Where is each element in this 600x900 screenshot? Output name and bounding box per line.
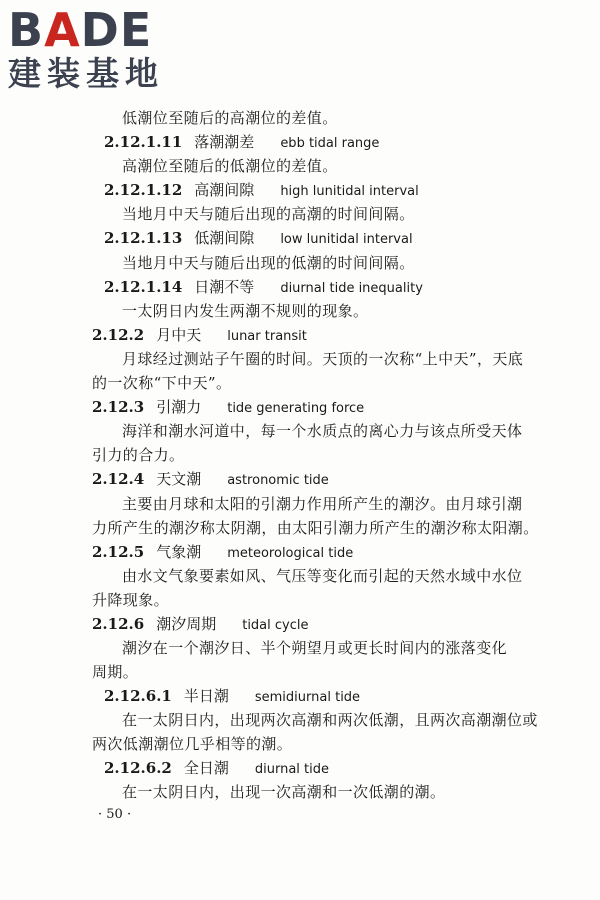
definition-text: 当地月中天与随后出现的高潮的时间间隔。 (122, 205, 415, 223)
entry-number: 2.12.6.2 (104, 759, 172, 777)
entry-english-term: diurnal tide inequality (280, 281, 423, 296)
logo (8, 3, 178, 93)
entry-english-term: ebb tidal range (280, 136, 380, 151)
entry-number: 2.12.5 (92, 543, 145, 561)
logo-letters-de: DE (80, 3, 153, 57)
definition-continuation: 引力的合力。 (92, 446, 185, 464)
definition-text: 高潮位至随后的低潮位的差值。 (122, 157, 338, 175)
definition-text: 一太阴日内发生两潮不规则的现象。 (122, 302, 369, 320)
entry-number: 2.12.1.12 (104, 181, 183, 199)
entry-term: 天文潮 (156, 470, 202, 488)
entry-number: 2.12.1.14 (104, 278, 183, 296)
entry-english-term: semidiurnal tide (254, 690, 361, 705)
term-entry (92, 325, 307, 347)
definition-continuation: 两次低潮潮位几乎相等的潮。 (92, 735, 293, 753)
entry-term: 半日潮 (183, 687, 229, 705)
entry-english-term: meteorological tide (227, 546, 354, 561)
definition-continuation: 力所产生的潮汐称太阴潮，由太阳引潮力所产生的潮汐称太阳潮。 (92, 519, 539, 537)
logo-wordmark (8, 3, 178, 57)
definition-text: 海洋和潮水河道中，每一个水质点的离心力与该点所受天体 (122, 422, 523, 440)
entry-term: 月中天 (156, 326, 202, 344)
term-entry (104, 686, 360, 708)
entry-english-term: astronomic tide (227, 473, 329, 488)
logo-chinese-text: 建装基地 (8, 54, 164, 93)
definition-text: 在一太阴日内，出现一次高潮和一次低潮的潮。 (122, 783, 446, 801)
entry-english-term: tidal cycle (242, 618, 309, 633)
definition-continuation: 的一次称“下中天”。 (92, 374, 232, 392)
entry-number: 2.12.1.11 (104, 133, 183, 151)
entry-english-term: low lunitidal interval (280, 232, 413, 247)
definition-continuation: 升降现象。 (92, 591, 170, 609)
page-number: · 50 · (98, 807, 132, 822)
entry-term: 引潮力 (156, 398, 202, 416)
term-entry (92, 542, 353, 564)
entry-number: 2.12.6 (92, 615, 145, 633)
definition-text: 主要由月球和太阳的引潮力作用所产生的潮汐。由月球引潮 (122, 495, 523, 513)
definition-continuation: 周期。 (92, 663, 139, 681)
entry-english-term: lunar transit (227, 329, 307, 344)
entry-number: 2.12.1.13 (104, 229, 183, 247)
term-entry (104, 758, 329, 780)
entry-english-term: diurnal tide (254, 762, 330, 777)
entry-term: 低潮间隙 (194, 229, 255, 247)
term-entry (92, 397, 364, 419)
term-entry (92, 469, 329, 491)
entry-english-term: high lunitidal interval (280, 184, 419, 199)
entry-term: 潮汐周期 (156, 615, 217, 633)
definition-text: 在一太阴日内，出现两次高潮和两次低潮，且两次高潮潮位或 (122, 711, 538, 729)
entry-term: 全日潮 (183, 759, 229, 777)
term-entry (92, 614, 309, 636)
logo-letter-a: A (44, 3, 81, 57)
entry-number: 2.12.4 (92, 470, 145, 488)
logo-letter-b: B (8, 3, 45, 57)
definition-text: 月球经过测站子午圈的时间。天顶的一次称“上中天”，天底 (122, 350, 524, 368)
term-entry (104, 180, 419, 202)
term-entry (104, 132, 379, 154)
entry-term: 气象潮 (156, 543, 202, 561)
entry-term: 高潮间隙 (194, 181, 255, 199)
definition-text: 当地月中天与随后出现的低潮的时间间隔。 (122, 254, 415, 272)
definition-text: 潮汐在一个潮汐日、半个朔望月或更长时间内的涨落变化 (122, 639, 508, 657)
definition-text: 由水文气象要素如风、气压等变化而引起的天然水域中水位 (122, 567, 523, 585)
entry-number: 2.12.2 (92, 326, 145, 344)
definition-text: 低潮位至随后的高潮位的差值。 (122, 109, 338, 127)
entry-term: 落潮潮差 (194, 133, 255, 151)
entry-number: 2.12.6.1 (104, 687, 172, 705)
entry-english-term: tide generating force (227, 401, 365, 416)
entry-number: 2.12.3 (92, 398, 145, 416)
term-entry (104, 277, 423, 299)
term-entry (104, 228, 413, 250)
entry-term: 日潮不等 (194, 278, 255, 296)
